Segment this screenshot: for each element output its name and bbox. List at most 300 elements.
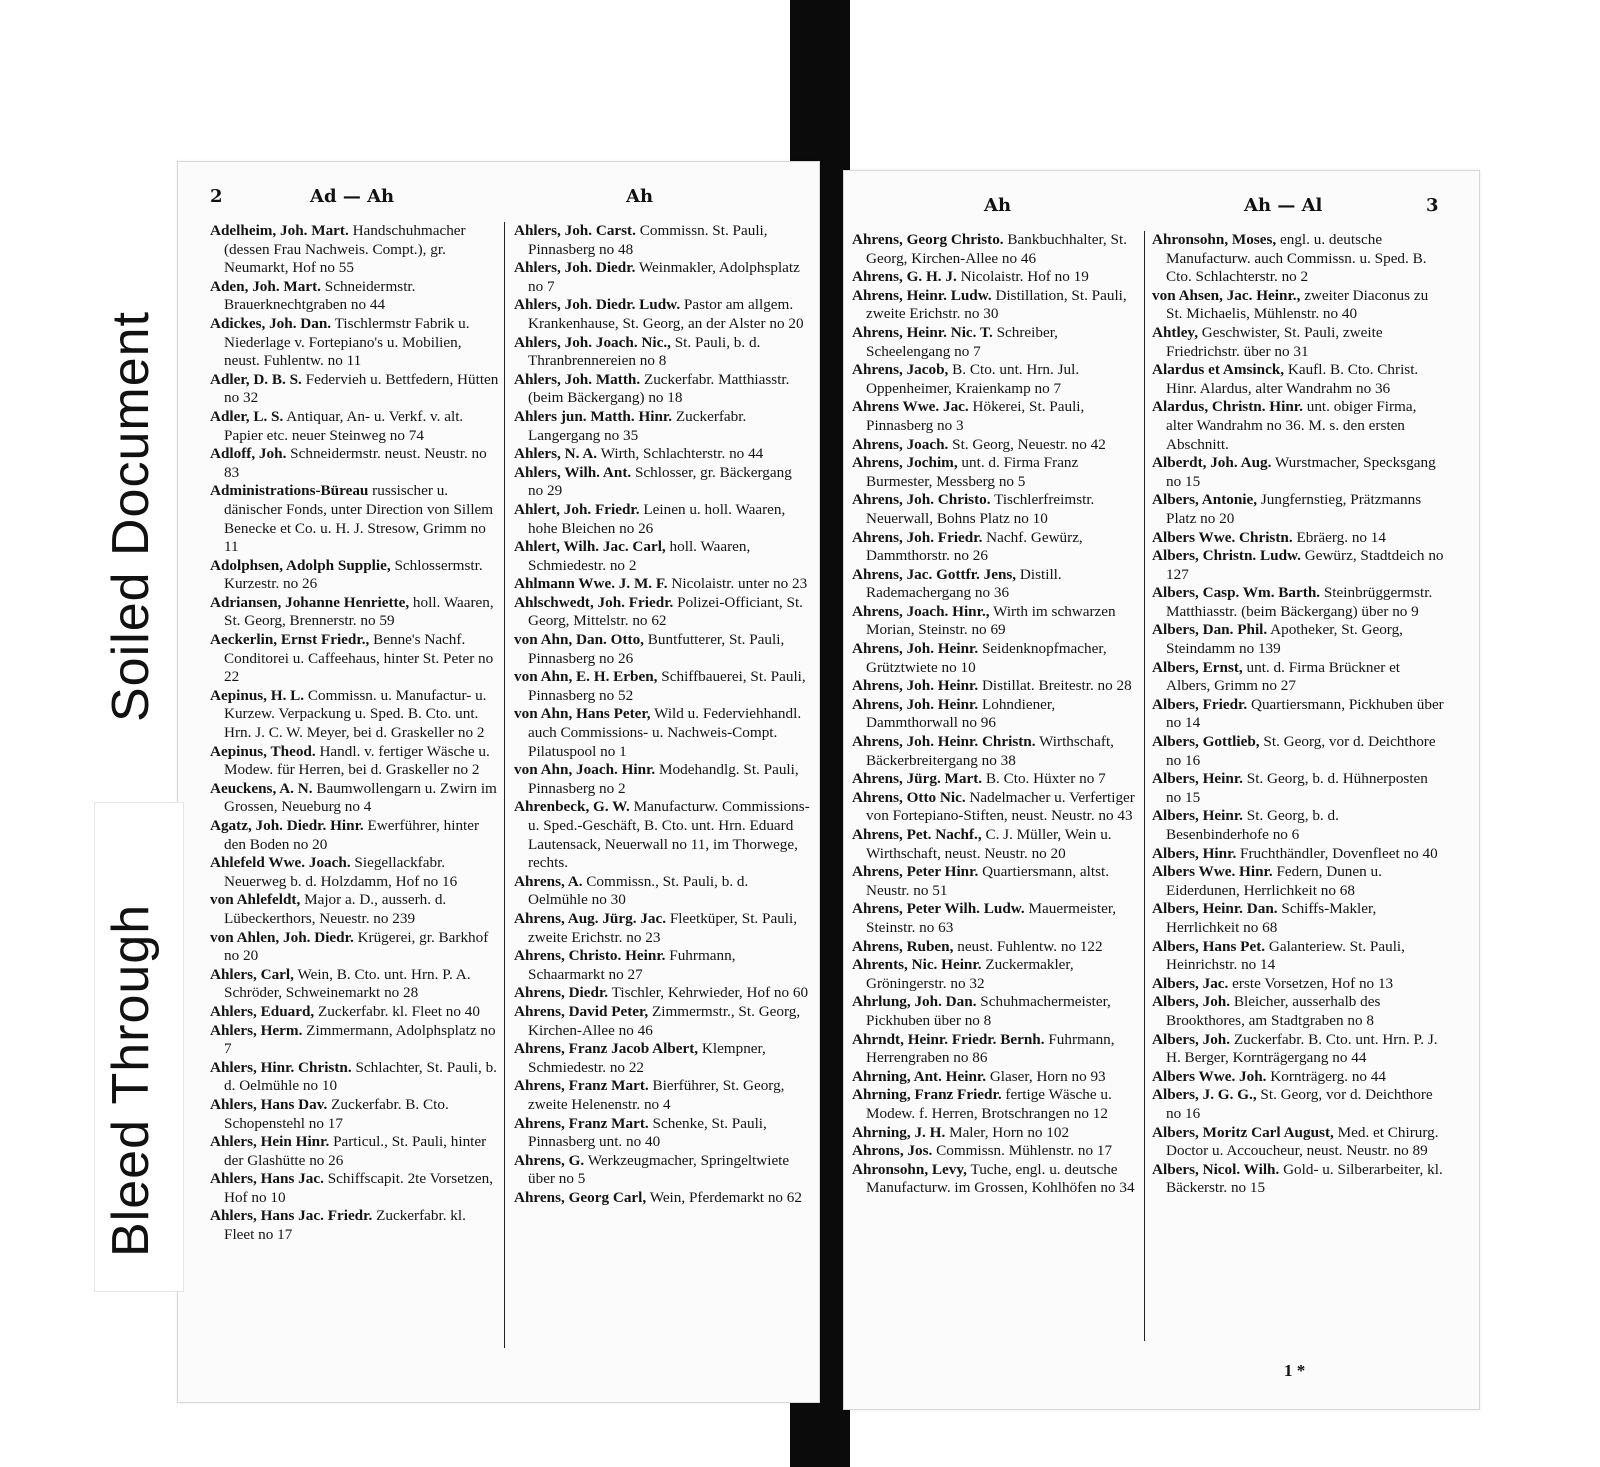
entry-name: Ahrndt, Heinr. Friedr. Bernh. xyxy=(852,1030,1045,1048)
right-page-column-2 xyxy=(1152,231,1444,1198)
directory-entry xyxy=(852,1142,1142,1161)
entry-name: Ahlefeld Wwe. Joach. xyxy=(210,854,351,872)
entry-details: Gold- u. Silberarbeiter, kl. Bäckerstr. no 15 xyxy=(1166,1160,1443,1197)
directory-entry xyxy=(514,222,810,259)
entry-name: Ahlers, Joh. Joach. Nic., xyxy=(514,333,671,351)
directory-entry xyxy=(210,1059,500,1096)
left-page-number: 2 xyxy=(210,186,223,207)
directory-entry xyxy=(210,557,500,594)
directory-entry xyxy=(514,445,810,464)
entry-name: Ahlers, Hans Jac. Friedr. xyxy=(210,1207,373,1225)
entry-name: Ahrens, Heinr. Ludw. xyxy=(852,286,992,304)
entry-details: Leinen u. holl. Waaren, hohe Bleichen no 26 xyxy=(528,500,786,537)
entry-name: Ahronsohn, Moses, xyxy=(1152,231,1277,248)
entry-name: Ahlers, Wilh. Ant. xyxy=(514,463,632,481)
left-page-column-2 xyxy=(514,222,810,1207)
entry-details: Distillation, St. Pauli, zweite Erichstr. no 30 xyxy=(866,286,1127,323)
directory-entry xyxy=(1152,231,1444,287)
directory-entry xyxy=(1152,529,1444,548)
entry-name: Ahlers, Hein Hinr. xyxy=(210,1133,330,1151)
directory-entry xyxy=(514,798,810,872)
directory-entry xyxy=(210,1133,500,1170)
entry-name: Ahrens, David Peter, xyxy=(514,1002,649,1020)
left-page-header xyxy=(178,186,819,216)
entry-details: Apotheker, St. Georg, Steindamm no 139 xyxy=(1166,621,1403,658)
directory-entry xyxy=(852,268,1142,287)
entry-details: Lohndiener, Dammthorwall no 96 xyxy=(866,695,1056,732)
directory-entry xyxy=(514,1003,810,1040)
directory-entry xyxy=(514,705,810,761)
entry-name: Adler, D. B. S. xyxy=(210,370,302,388)
entry-name: Ahrens, Joach. xyxy=(852,435,949,453)
directory-entry xyxy=(514,538,810,575)
entry-name: von Ahn, E. H. Erben, xyxy=(514,668,658,686)
entry-name: Albers, Hans Pet. xyxy=(1152,937,1266,955)
right-page-column-1 xyxy=(852,231,1142,1198)
entry-details: St. Pauli, b. d. Thranbrennereien no 8 xyxy=(528,333,761,370)
right-page-number: 3 xyxy=(1426,195,1439,216)
entry-details: Schneidermstr. neust. Neustr. no 83 xyxy=(224,445,487,481)
entry-name: Adler, L. S. xyxy=(210,407,284,425)
directory-entry xyxy=(514,1115,810,1152)
entry-name: Albers, Heinr. xyxy=(1152,770,1243,788)
entry-details: Modehandlg. St. Pauli, Pinnasberg no 2 xyxy=(528,761,799,797)
entry-details: St. Georg, vor d. Deichthore no 16 xyxy=(1166,733,1436,769)
directory-entry xyxy=(514,1077,810,1114)
directory-entry xyxy=(1152,993,1444,1030)
signature-mark: 1 * xyxy=(1284,1361,1306,1380)
directory-entry xyxy=(210,1096,500,1133)
entry-details: erste Vorsetzen, Hof no 13 xyxy=(1232,974,1394,992)
directory-entry xyxy=(210,594,500,631)
directory-entry xyxy=(210,780,500,817)
directory-entry xyxy=(1152,621,1444,658)
directory-entry xyxy=(210,408,500,445)
entry-name: Adolphsen, Adolph Supplie, xyxy=(210,556,391,574)
entry-name: Ahrens, Joach. Hinr., xyxy=(852,602,990,620)
directory-entry xyxy=(210,482,500,556)
directory-entry xyxy=(514,668,810,705)
entry-name: Albers, J. G. G., xyxy=(1152,1086,1257,1104)
entry-name: Albers, Heinr. xyxy=(1152,807,1243,825)
entry-name: Alardus et Amsinck, xyxy=(1152,361,1285,379)
directory-entry xyxy=(1152,770,1444,807)
entry-details: Nadelmacher u. Verfertiger von Fortepiano-Stiften, neust. Neustr. no 43 xyxy=(866,788,1135,825)
directory-entry xyxy=(514,873,810,910)
entry-name: Ahrens, Jürg. Mart. xyxy=(852,770,983,788)
directory-entry xyxy=(210,1170,500,1207)
directory-entry xyxy=(1152,287,1444,324)
entry-name: Albers Wwe. Christn. xyxy=(1152,528,1293,546)
entry-details: fertige Wäsche u. Modew. f. Herren, Brotschrangen no 12 xyxy=(866,1086,1112,1122)
entry-details: Schneidermstr. Brauerknechtgraben no 44 xyxy=(224,277,416,314)
entry-name: Ahlers, Hans Dav. xyxy=(210,1095,328,1113)
directory-entry xyxy=(1152,398,1444,454)
directory-entry xyxy=(210,743,500,780)
directory-entry xyxy=(852,1068,1142,1087)
directory-entry xyxy=(514,1040,810,1077)
directory-entry xyxy=(210,1207,500,1244)
directory-entry xyxy=(210,966,500,1003)
entry-details: Schiffscapit. 2te Vorsetzen, Hof no 10 xyxy=(224,1170,494,1206)
directory-entry xyxy=(852,361,1142,398)
directory-entry xyxy=(852,789,1142,826)
entry-details: Steinbrüggermstr. Matthiasstr. (beim Bäckergang) über no 9 xyxy=(1166,584,1433,620)
entry-name: Ahrents, Nic. Heinr. xyxy=(852,956,982,974)
directory-entry xyxy=(1152,733,1444,770)
entry-name: Ahrens, Georg Carl, xyxy=(514,1188,647,1206)
directory-entry xyxy=(1152,659,1444,696)
entry-name: Albers, Gottlieb, xyxy=(1152,733,1260,751)
entry-details: Schlosser, gr. Bäckergang no 29 xyxy=(528,463,792,500)
directory-entry xyxy=(514,296,810,333)
soiled-document-label: Soiled Document xyxy=(102,311,160,722)
entry-name: Ahlert, Wilh. Jac. Carl, xyxy=(514,538,666,556)
directory-entry xyxy=(1152,1086,1444,1123)
entry-name: Ahlschwedt, Joh. Friedr. xyxy=(514,593,674,611)
entry-name: von Ahn, Hans Peter, xyxy=(514,705,651,723)
bleed-through-label: Bleed Through xyxy=(101,886,161,1275)
entry-details: Wirthschaft, Bäckerbreitergang no 38 xyxy=(866,733,1114,769)
entry-details: Wild u. Federviehhandl. auch Commissions- u. Nachweis-Compt. Pilatuspool no 1 xyxy=(528,705,802,760)
entry-details: Tischlerfreimstr. Neuerwall, Bohns Platz no 10 xyxy=(866,491,1095,527)
directory-entry xyxy=(852,863,1142,900)
entry-details: Schiffbauerei, St. Pauli, Pinnasberg no 52 xyxy=(528,668,806,704)
entry-name: Adloff, Joh. xyxy=(210,445,287,463)
entry-details: Fruchthändler, Dovenfleet no 40 xyxy=(1240,844,1438,862)
entry-name: Ahlers, Joh. Matth. xyxy=(514,370,641,388)
entry-details: Fleetküper, St. Pauli, zweite Erichstr. no 23 xyxy=(528,909,798,946)
entry-name: Albers, Antonie, xyxy=(1152,491,1258,509)
directory-entry xyxy=(852,436,1142,455)
entry-details: Schuhmachermeister, Pickhuben über no 8 xyxy=(866,993,1111,1029)
entry-name: Ahrens, Franz Jacob Albert, xyxy=(514,1040,699,1058)
entry-details: Siegellackfabr. Neuerweg b. d. Holzdamm, Hof no 16 xyxy=(224,854,458,890)
entry-name: Ahrens, Franz Mart. xyxy=(514,1077,649,1095)
entry-name: Agatz, Joh. Diedr. Hinr. xyxy=(210,817,364,834)
entry-name: Albers, Casp. Wm. Barth. xyxy=(1152,584,1321,602)
entry-details: Zimmermstr., St. Georg, Kirchen-Allee no 46 xyxy=(528,1002,801,1039)
directory-entry xyxy=(514,947,810,984)
entry-details: Handschuhmacher (dessen Frau Nachweis. Compt.), gr. Neumarkt, Hof no 55 xyxy=(224,222,466,277)
entry-details: Benne's Nachf. Conditorei u. Caffeehaus, hinter St. Peter no 22 xyxy=(224,631,494,686)
entry-details: Wein, B. Cto. unt. Hrn. P. A. Schröder, Schweinemarkt no 28 xyxy=(224,965,471,1002)
entry-details: Fuhrmann, Herrengraben no 86 xyxy=(866,1030,1115,1067)
entry-name: Ahrens, Georg Christo. xyxy=(852,231,1004,248)
entry-details: Wein, Pferdemarkt no 62 xyxy=(649,1188,802,1206)
entry-details: Wurstmacher, Specksgang no 15 xyxy=(1166,454,1436,490)
entry-name: Ahrens, Pet. Nachf., xyxy=(852,826,982,843)
directory-entry xyxy=(514,631,810,668)
directory-entry xyxy=(852,938,1142,957)
entry-name: Albers, Ernst, xyxy=(1152,658,1243,676)
entry-details: Hökerei, St. Pauli, Pinnasberg no 3 xyxy=(866,398,1085,434)
directory-entry xyxy=(1152,938,1444,975)
entry-details: Polizei-Officiant, St. Georg, Mittelstr. no 62 xyxy=(528,593,803,630)
entry-name: Ahrens, G. xyxy=(514,1151,585,1169)
directory-entry xyxy=(852,231,1142,268)
entry-name: Ahrens, Joh. Friedr. xyxy=(852,528,983,546)
entry-name: Ahlert, Joh. Friedr. xyxy=(514,500,640,518)
entry-details: Zuckerfabr. Langergang no 35 xyxy=(528,407,747,444)
left-page-range: Ad — Ah xyxy=(310,186,395,207)
directory-entry xyxy=(210,854,500,891)
entry-name: Ahrens, Peter Hinr. xyxy=(852,863,979,881)
entry-details: Wirth im schwarzen Morian, Steinstr. no 69 xyxy=(866,602,1116,639)
right-page-header xyxy=(844,195,1479,225)
entry-details: Federn, Dunen u. Eiderdunen, Herrlichkeit no 68 xyxy=(1166,863,1382,899)
entry-name: Ahrens, Joh. Heinr. xyxy=(852,695,979,713)
directory-entry xyxy=(514,910,810,947)
directory-entry xyxy=(852,1124,1142,1143)
directory-entry xyxy=(1152,547,1444,584)
right-column-rule xyxy=(1144,231,1145,1341)
right-page xyxy=(843,170,1480,1410)
directory-entry xyxy=(852,324,1142,361)
entry-details: Nachf. Gewürz, Dammthorstr. no 26 xyxy=(866,528,1083,565)
entry-details: Glaser, Horn no 93 xyxy=(989,1067,1106,1085)
entry-name: Ahrens, A. xyxy=(514,872,583,890)
entry-details: Antiquar, An- u. Verkf. v. alt. Papier etc. neuer Steinweg no 74 xyxy=(224,407,464,444)
entry-name: Ahrens, Joh. Heinr. Christn. xyxy=(852,733,1036,751)
directory-entry xyxy=(852,603,1142,640)
entry-name: Albers, Christn. Ludw. xyxy=(1152,547,1301,565)
entry-details: Weinmakler, Adolphsplatz no 7 xyxy=(528,259,800,295)
directory-entry xyxy=(1152,361,1444,398)
entry-name: Ahlers, Joh. Diedr. xyxy=(514,259,636,277)
directory-entry xyxy=(1152,324,1444,361)
entry-details: Kornträgerg. no 44 xyxy=(1270,1067,1386,1085)
entry-details: Tischlermstr Fabrik u. Niederlage v. Fortepiano's u. Mobilien, neust. Fuhlentw. no 11 xyxy=(224,314,470,370)
entry-name: Aepinus, Theod. xyxy=(210,742,316,760)
entry-name: Ahrens, Aug. Jürg. Jac. xyxy=(514,909,667,927)
directory-entry xyxy=(852,398,1142,435)
entry-details: Nicolaistr. Hof no 19 xyxy=(960,268,1089,286)
entry-details: Zuckerfabr. B. Cto. unt. Hrn. P. J. H. Berger, Kornträgergang no 44 xyxy=(1166,1030,1438,1067)
directory-entry xyxy=(210,315,500,371)
entry-name: Ahlers, Joh. Carst. xyxy=(514,222,636,239)
directory-entry xyxy=(1152,1068,1444,1087)
entry-details: holl. Waaren, Schmiedestr. no 2 xyxy=(528,538,751,574)
directory-entry xyxy=(514,259,810,296)
directory-entry xyxy=(514,408,810,445)
entry-name: Ahlers, Eduard, xyxy=(210,1002,315,1020)
entry-name: von Ahlen, Joh. Diedr. xyxy=(210,928,354,946)
entry-name: Aepinus, H. L. xyxy=(210,686,305,704)
entry-details: Ewerführer, hinter den Boden no 20 xyxy=(224,817,480,853)
entry-name: Ahrens, Ruben, xyxy=(852,937,954,955)
entry-details: Manufacturw. Commissions- u. Sped.-Geschäft, B. Cto. unt. Hrn. Eduard Lautensack, Neuerwall no 11, im Thorwege, rechts. xyxy=(528,798,810,872)
entry-details: Schreiber, Scheelengang no 7 xyxy=(866,323,1058,360)
directory-entry xyxy=(852,677,1142,696)
entry-details: Kaufl. B. Cto. Christ. Hinr. Alardus, alter Wandrahm no 36 xyxy=(1166,361,1419,397)
entry-details: Pastor am allgem. Krankenhause, St. Georg, an der Alster no 20 xyxy=(528,296,804,332)
directory-entry xyxy=(852,696,1142,733)
entry-details: Galanteriew. St. Pauli, Heinrichstr. no 14 xyxy=(1166,937,1405,974)
entry-name: Albers, Moritz Carl August, xyxy=(1152,1123,1334,1141)
entry-details: zweiter Diaconus zu St. Michaelis, Mühlenstr. no 40 xyxy=(1166,286,1429,323)
entry-name: Adriansen, Johanne Henriette, xyxy=(210,593,410,611)
entry-details: Schlachter, St. Pauli, b. d. Oelmühle no 10 xyxy=(224,1058,497,1095)
entry-name: Ahlers, Joh. Diedr. Ludw. xyxy=(514,296,681,314)
entry-details: Ebräerg. no 14 xyxy=(1296,528,1386,546)
entry-name: Adelheim, Joh. Mart. xyxy=(210,222,349,239)
entry-details: Handl. v. fertiger Wäsche u. Modew. für Herren, bei d. Graskeller no 2 xyxy=(224,742,490,779)
entry-name: Adickes, Joh. Dan. xyxy=(210,314,332,332)
left-page xyxy=(177,161,820,1403)
directory-entry xyxy=(1152,1161,1444,1198)
directory-entry xyxy=(210,929,500,966)
directory-entry xyxy=(514,464,810,501)
entry-details: Particul., St. Pauli, hinter der Glashütte no 26 xyxy=(224,1133,487,1169)
entry-name: Aeuckens, A. N. xyxy=(210,779,313,797)
directory-entry xyxy=(852,640,1142,677)
entry-name: Ahrons, Jos. xyxy=(852,1142,933,1160)
directory-entry xyxy=(852,733,1142,770)
entry-details: Zuckerfabr. B. Cto. Schopenstehl no 17 xyxy=(224,1095,449,1132)
entry-name: Albers Wwe. Joh. xyxy=(1152,1067,1267,1085)
entry-details: Geschwister, St. Pauli, zweite Friedrichstr. über no 31 xyxy=(1166,323,1383,360)
entry-details: Bierführer, St. Georg, zweite Helenenstr. no 4 xyxy=(528,1077,785,1113)
directory-entry xyxy=(210,1022,500,1059)
entry-name: Ahlers, Herm. xyxy=(210,1021,303,1039)
entry-name: von Ahlefeldt, xyxy=(210,891,301,909)
entry-details: Commissn. St. Pauli, Pinnasberg no 48 xyxy=(528,222,768,258)
left-page-column-1 xyxy=(210,222,500,1245)
entry-details: B. Cto. unt. Hrn. Jul. Oppenheimer, Kraienkamp no 7 xyxy=(866,361,1080,397)
entry-details: Werkzeugmacher, Springeltwiete über no 5 xyxy=(528,1151,790,1188)
entry-name: von Ahn, Dan. Otto, xyxy=(514,631,644,649)
entry-name: Albers, Hinr. xyxy=(1152,844,1237,862)
directory-entry xyxy=(1152,1031,1444,1068)
directory-entry xyxy=(210,445,500,482)
entry-details: Zuckerfabr. kl. Fleet no 17 xyxy=(224,1207,466,1244)
entry-name: Ahrens, Jac. Gottfr. Jens, xyxy=(852,565,1017,583)
directory-entry xyxy=(852,491,1142,528)
entry-name: Albers, Joh. xyxy=(1152,993,1231,1011)
directory-entry xyxy=(1152,1124,1444,1161)
entry-details: Bankbuchhalter, St. Georg, Kirchen-Allee no 46 xyxy=(866,231,1127,267)
entry-name: Administrations-Büreau xyxy=(210,482,369,500)
entry-details: Mauermeister, Steinstr. no 63 xyxy=(866,900,1117,936)
directory-entry xyxy=(852,993,1142,1030)
entry-details: St. Georg, Neuestr. no 42 xyxy=(952,435,1106,453)
entry-details: Commissn. u. Manufactur- u. Kurzew. Verpackung u. Sped. B. Cto. unt. Hrn. J. C. W. Meyer, bei d. Graskeller no 2 xyxy=(224,686,487,742)
entry-details: Federvieh u. Bettfedern, Hütten no 32 xyxy=(224,370,499,407)
entry-name: Ahrens, Franz Mart. xyxy=(514,1114,649,1132)
entry-details: unt. d. Firma Brückner et Albers, Grimm no 27 xyxy=(1166,658,1401,695)
entry-name: Alardus, Christn. Hinr. xyxy=(1152,398,1303,416)
entry-details: Buntfutterer, St. Pauli, Pinnasberg no 26 xyxy=(528,631,785,667)
directory-entry xyxy=(852,1031,1142,1068)
entry-details: Med. et Chirurg. Doctor u. Accoucheur, neust. Neustr. no 89 xyxy=(1166,1123,1439,1160)
entry-name: Ahrenbeck, G. W. xyxy=(514,798,630,816)
entry-details: Nicolaistr. unter no 23 xyxy=(671,575,808,593)
entry-name: Ahrning, Franz Friedr. xyxy=(852,1086,1002,1104)
directory-entry xyxy=(210,371,500,408)
entry-details: St. Georg, vor d. Deichthore no 16 xyxy=(1166,1086,1433,1122)
entry-details: Distillat. Breitestr. no 28 xyxy=(981,677,1132,695)
entry-name: Alberdt, Joh. Aug. xyxy=(1152,454,1272,472)
left-column-rule xyxy=(504,222,505,1348)
entry-details: Commissn., St. Pauli, b. d. Oelmühle no 30 xyxy=(528,872,749,909)
directory-entry xyxy=(1152,696,1444,733)
directory-entry xyxy=(210,278,500,315)
directory-entry xyxy=(514,594,810,631)
entry-name: von Ahn, Joach. Hinr. xyxy=(514,761,656,779)
entry-name: Ahronsohn, Levy, xyxy=(852,1160,967,1178)
directory-entry xyxy=(1152,845,1444,864)
entry-name: Ahrens Wwe. Jac. xyxy=(852,398,969,416)
entry-name: Ahrens, Peter Wilh. Ludw. xyxy=(852,900,1025,918)
entry-name: Ahrens, Jacob, xyxy=(852,361,949,379)
entry-name: Ahrning, Ant. Heinr. xyxy=(852,1067,987,1085)
directory-entry xyxy=(514,334,810,371)
entry-name: Ahlers, Hans Jac. xyxy=(210,1170,324,1188)
directory-entry xyxy=(852,566,1142,603)
entry-details: Quartiersmann, Pickhuben über no 14 xyxy=(1166,695,1444,732)
directory-entry xyxy=(852,287,1142,324)
entry-details: Distill. Rademachergang no 36 xyxy=(866,565,1062,602)
directory-entry xyxy=(514,501,810,538)
directory-entry xyxy=(852,529,1142,566)
entry-details: Tuche, engl. u. deutsche Manufacturw. im Grossen, Kohlhöfen no 34 xyxy=(866,1160,1135,1197)
entry-name: Albers, Joh. xyxy=(1152,1030,1231,1048)
entry-details: Schiffs-Makler, Herrlichkeit no 68 xyxy=(1166,900,1377,936)
directory-entry xyxy=(514,1152,810,1189)
directory-entry xyxy=(1152,584,1444,621)
entry-name: Ahrens, Joh. Christo. xyxy=(852,491,991,509)
entry-name: Albers, Jac. xyxy=(1152,974,1229,992)
directory-entry xyxy=(514,371,810,408)
entry-name: Ahlers jun. Matth. Hinr. xyxy=(514,407,673,425)
entry-details: St. Georg, b. d. Besenbinderhofe no 6 xyxy=(1166,807,1339,843)
directory-entry xyxy=(852,454,1142,491)
right-page-center-heading: Ah xyxy=(984,195,1012,216)
directory-entry xyxy=(1152,807,1444,844)
entry-name: Ahrlung, Joh. Dan. xyxy=(852,993,977,1011)
directory-entry xyxy=(852,900,1142,937)
entry-name: Albers Wwe. Hinr. xyxy=(1152,863,1273,881)
entry-details: Zimmermann, Adolphsplatz no 7 xyxy=(224,1021,496,1058)
directory-entry xyxy=(852,1086,1142,1123)
entry-name: Ahlers, Hinr. Christn. xyxy=(210,1058,352,1076)
entry-details: Baumwollengarn u. Zwirn im Grossen, Neueburg no 4 xyxy=(224,779,497,816)
entry-details: Schenke, St. Pauli, Pinnasberg unt. no 40 xyxy=(528,1114,767,1151)
directory-entry xyxy=(1152,491,1444,528)
directory-entry xyxy=(514,984,810,1003)
entry-name: Albers, Friedr. xyxy=(1152,695,1248,713)
entry-details: C. J. Müller, Wein u. Wirthschaft, neust. Neustr. no 20 xyxy=(866,826,1112,862)
entry-details: Bleicher, ausserhalb des Brookthores, am Stadtgraben no 8 xyxy=(1166,993,1381,1029)
entry-name: Ahrning, J. H. xyxy=(852,1123,946,1141)
entry-details: Maler, Horn no 102 xyxy=(949,1123,1070,1141)
directory-entry xyxy=(852,1161,1142,1198)
entry-name: von Ahsen, Jac. Heinr., xyxy=(1152,286,1301,304)
directory-entry xyxy=(1152,900,1444,937)
entry-name: Albers, Nicol. Wilh. xyxy=(1152,1160,1280,1178)
entry-name: Ahrens, Joh. Heinr. xyxy=(852,677,979,695)
entry-name: Ahlmann Wwe. J. M. F. xyxy=(514,575,668,593)
entry-details: Zuckermakler, Gröningerstr. no 32 xyxy=(866,956,1074,992)
entry-name: Aden, Joh. Mart. xyxy=(210,277,321,295)
entry-name: Albers, Heinr. Dan. xyxy=(1152,900,1278,918)
entry-details: Zuckerfabr. kl. Fleet no 40 xyxy=(318,1002,480,1020)
directory-entry xyxy=(514,1189,810,1208)
entry-details: Seidenknopfmacher, Grütztwiete no 10 xyxy=(866,640,1107,676)
left-page-center-heading: Ah xyxy=(626,186,654,207)
entry-name: Ahrens, Otto Nic. xyxy=(852,788,966,806)
